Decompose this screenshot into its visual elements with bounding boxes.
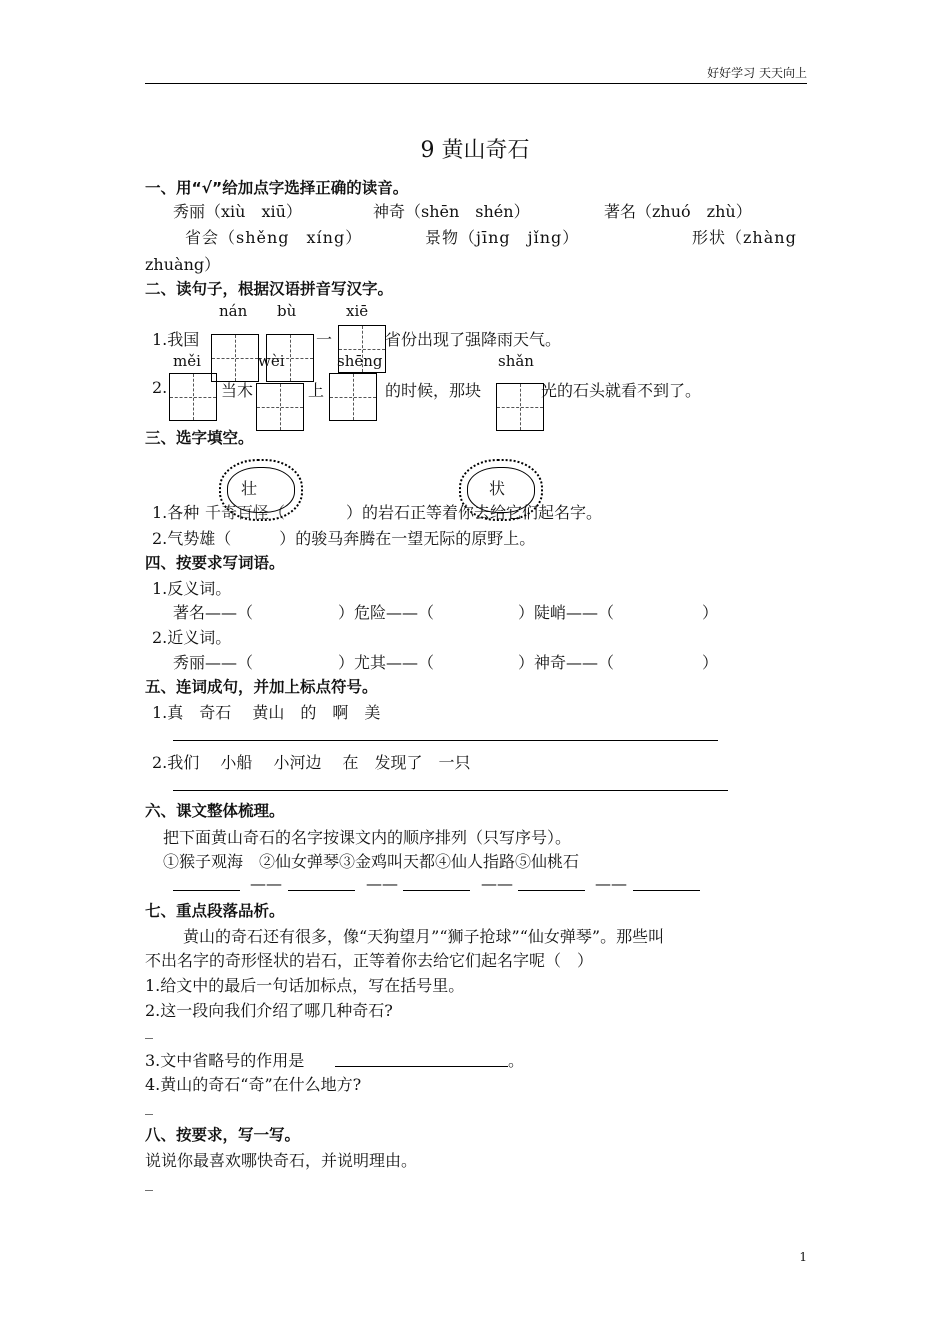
write-box-nan[interactable]	[211, 334, 259, 382]
section-5-heading: 五、连词成句，并加上标点符号。	[145, 678, 378, 696]
order-dash-1: ——	[250, 874, 282, 893]
s2-line1-a: 1.我国	[152, 330, 200, 349]
pinyin-wei: wèi	[258, 352, 285, 370]
write-box-mei[interactable]	[169, 373, 217, 421]
order-blank-4[interactable]	[518, 890, 585, 891]
pinyin-xie: xiē	[346, 302, 369, 320]
s7-q1: 1.给文中的最后一句话加标点，写在括号里。	[145, 976, 465, 995]
s7-q3-a: 3.文中省略号的作用是	[145, 1051, 305, 1070]
s1-word-5: 景物（jīng jǐng）	[425, 228, 580, 247]
order-dash-3: ——	[481, 874, 513, 893]
section-1-heading: 一、用“√”给加点字选择正确的读音。	[145, 179, 409, 197]
s3-q2: 2.气势雄（ ）的骏马奔腾在一望无际的原野上。	[152, 529, 536, 548]
s1-word-6-cont: zhuàng）	[145, 255, 221, 274]
write-box-sheng[interactable]	[329, 373, 377, 421]
s2-line2-c: 上	[308, 381, 325, 400]
section-3-heading: 三、选字填空。	[145, 429, 254, 447]
s7-q2: 2.这一段向我们介绍了哪几种奇石?	[145, 1001, 393, 1020]
s1-word-4: 省会（shěng xíng）	[185, 228, 363, 247]
s7-q4-blank[interactable]: _	[145, 1096, 153, 1115]
page-title: 9 黄山奇石	[420, 138, 530, 163]
s7-para-line1: 黄山的奇石还有很多，像“天狗望月”“狮子抢球”“仙女弹琴”。那些叫	[183, 927, 665, 946]
choice-char-2: 状	[489, 479, 506, 498]
order-blank-5[interactable]	[633, 890, 700, 891]
s8-blank[interactable]: _	[145, 1172, 153, 1191]
s7-para-line2: 不出名字的奇形怪状的岩石，正等着你去给它们起名字呢（ ）	[145, 951, 594, 970]
pinyin-shan: shǎn	[498, 352, 534, 370]
synonym-close: ）	[702, 653, 719, 672]
s1-word-2: 神奇（shēn shén）	[373, 202, 530, 221]
pinyin-nan: nán	[219, 302, 248, 320]
pinyin-mei: měi	[173, 352, 201, 370]
header-motto: 好好学习 天天向上	[707, 66, 807, 80]
antonym-3: ）陡峭——（	[518, 603, 615, 622]
synonym-3: ）神奇——（	[518, 653, 615, 672]
choice-char-1: 壮	[241, 479, 258, 498]
s7-q2-blank[interactable]: _	[145, 1020, 153, 1039]
s2-line2-a: 2.	[152, 378, 168, 397]
section-8-heading: 八、按要求，写一写。	[145, 1126, 301, 1144]
s2-line1-b: 一	[316, 330, 333, 349]
order-dash-2: ——	[366, 874, 398, 893]
s7-q3-b: 。	[508, 1051, 525, 1070]
s6-instruction: 把下面黄山奇石的名字按课文内的顺序排列（只写序号）。	[163, 828, 572, 847]
pinyin-bu: bù	[277, 302, 297, 320]
page-number: 1	[799, 1250, 807, 1264]
s2-line2-b: 当木	[221, 381, 254, 400]
section-2-heading: 二、读句子，根据汉语拼音写汉字。	[145, 280, 394, 298]
s2-line2-d: 的时候，那块	[385, 381, 482, 400]
write-box-wei[interactable]	[256, 383, 304, 431]
header-rule	[145, 83, 807, 84]
s5-q1: 1.真 奇石 黄山 的 啊 美	[152, 703, 381, 722]
write-box-shan[interactable]	[496, 383, 544, 431]
section-7-heading: 七、重点段落品析。	[145, 902, 285, 920]
s6-items: ①猴子观海 ②仙女弹琴③金鸡叫天都④仙人指路⑤仙桃石	[163, 852, 580, 871]
order-dash-4: ——	[595, 874, 627, 893]
order-blank-3[interactable]	[403, 890, 470, 891]
s5-answer-line-2[interactable]	[173, 790, 728, 791]
order-blank-2[interactable]	[288, 890, 355, 891]
s3-q1-a: 1.各种	[152, 503, 200, 522]
order-blank-1[interactable]	[173, 890, 240, 891]
s1-word-6: 形状（zhàng	[692, 228, 797, 247]
synonym-2: ）尤其——（	[338, 653, 435, 672]
antonym-close: ）	[702, 603, 719, 622]
antonym-1: 著名——（	[173, 603, 254, 622]
s5-q2: 2.我们 小船 小河边 在 发现了 一只	[152, 753, 471, 772]
antonym-2: ）危险——（	[338, 603, 435, 622]
s5-answer-line-1[interactable]	[173, 740, 718, 741]
s2-line1-c: 省份出现了强降雨天气。	[385, 330, 562, 349]
s3-q1-b: 千奇百怪（	[205, 503, 286, 522]
s7-q3-answer-line[interactable]	[335, 1066, 508, 1067]
s4-sub2: 2.近义词。	[152, 628, 232, 647]
s7-q4: 4.黄山的奇石“奇”在什么地方?	[145, 1075, 362, 1094]
section-6-heading: 六、课文整体梳理。	[145, 802, 285, 820]
s1-word-1: 秀丽（xiù xiū）	[173, 202, 302, 221]
pinyin-sheng: shēng	[337, 352, 383, 370]
s4-sub1: 1.反义词。	[152, 579, 232, 598]
s8-question: 说说你最喜欢哪快奇石，并说明理由。	[145, 1151, 418, 1170]
s3-q1-c: ）的岩石正等着你去给它们起名字。	[346, 503, 603, 522]
section-4-heading: 四、按要求写词语。	[145, 554, 285, 572]
synonym-1: 秀丽——（	[173, 653, 254, 672]
s1-word-3: 著名（zhuó zhù）	[604, 202, 752, 221]
s2-line2-e: 光的石头就看不到了。	[541, 381, 702, 400]
